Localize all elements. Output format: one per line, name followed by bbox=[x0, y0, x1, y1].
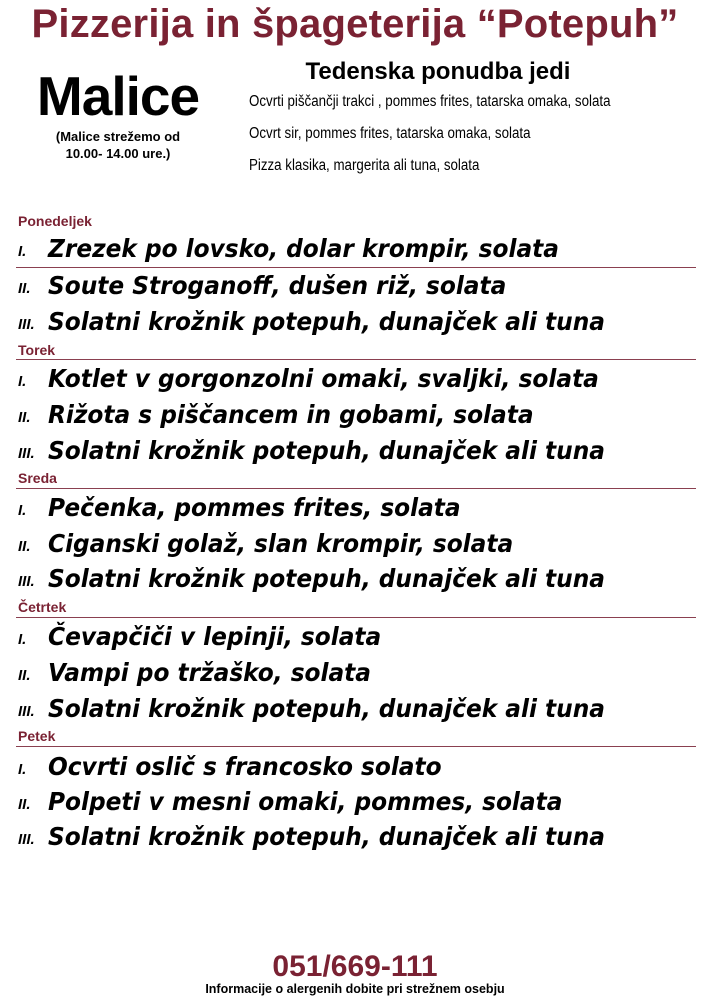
day-divider bbox=[16, 359, 696, 360]
weekly-offer-item: Ocvrti piščančji trakci , pommes frites, tatarska omaka, solata bbox=[249, 93, 611, 110]
dish-text: Solatni krožnik potepuh, dunajček ali tuna bbox=[48, 694, 605, 723]
day-divider bbox=[16, 746, 696, 747]
dish-text: Solatni krožnik potepuh, dunajček ali tuna bbox=[48, 436, 605, 465]
dish-text: Ocvrti oslič s francosko solato bbox=[48, 752, 442, 781]
dish-text: Solatni krožnik potepuh, dunajček ali tuna bbox=[48, 822, 605, 851]
dish-number: III. bbox=[18, 573, 35, 590]
weekly-offer-title: Tedenska ponudba jedi bbox=[305, 58, 571, 85]
dish-text: Zrezek po lovsko, dolar krompir, solata bbox=[48, 234, 559, 263]
dish-text: Polpeti v mesni omaki, pommes, solata bbox=[48, 787, 563, 816]
day-divider bbox=[16, 267, 696, 268]
dish-number: III. bbox=[18, 445, 35, 462]
dish-text: Solatni krožnik potepuh, dunajček ali tuna bbox=[48, 564, 605, 593]
allergen-note: Informacije o alergenih dobite pri strežnem osebju bbox=[205, 982, 505, 996]
dish-number: I. bbox=[18, 631, 27, 648]
day-label-wednesday: Sreda bbox=[18, 470, 57, 486]
dish-number: I. bbox=[18, 502, 27, 519]
dish-text: Vampi po tržaško, solata bbox=[48, 658, 371, 687]
dish-number: II. bbox=[18, 280, 31, 297]
dish-number: III. bbox=[18, 703, 35, 720]
malice-hours-note bbox=[28, 128, 208, 162]
dish-text: Soute Stroganoff, dušen riž, solata bbox=[48, 271, 507, 300]
dish-number: I. bbox=[18, 373, 27, 390]
phone-number: 051/669-111 bbox=[272, 950, 438, 983]
day-divider bbox=[16, 617, 696, 618]
day-label-monday: Ponedeljek bbox=[18, 213, 92, 229]
dish-number: II. bbox=[18, 409, 31, 426]
dish-number: II. bbox=[18, 796, 31, 813]
dish-text: Kotlet v gorgonzolni omaki, svaljki, solata bbox=[48, 364, 599, 393]
restaurant-title: Pizzerija in špageterija “Potepuh” bbox=[31, 2, 679, 46]
dish-number: II. bbox=[18, 667, 31, 684]
dish-text: Pečenka, pommes frites, solata bbox=[48, 493, 461, 522]
dish-number: I. bbox=[18, 761, 27, 778]
day-label-tuesday: Torek bbox=[18, 342, 56, 358]
dish-text: Ciganski golaž, slan krompir, solata bbox=[48, 529, 514, 558]
dish-number: III. bbox=[18, 316, 35, 333]
weekly-offer-item: Ocvrt sir, pommes frites, tatarska omaka, solata bbox=[249, 125, 531, 142]
dish-number: III. bbox=[18, 831, 35, 848]
weekly-offer-item: Pizza klasika, margerita ali tuna, solata bbox=[249, 157, 480, 174]
malice-note-line1: (Malice strežemo od bbox=[55, 129, 181, 144]
day-divider bbox=[16, 488, 696, 489]
day-label-friday: Petek bbox=[18, 728, 56, 744]
dish-number: II. bbox=[18, 538, 31, 555]
day-label-thursday: Četrtek bbox=[18, 599, 67, 615]
dish-text: Solatni krožnik potepuh, dunajček ali tuna bbox=[48, 307, 605, 336]
dish-text: Čevapčiči v lepinji, solata bbox=[48, 622, 382, 651]
dish-text: Rižota s piščancem in gobami, solata bbox=[48, 400, 534, 429]
dish-number: I. bbox=[18, 243, 27, 260]
malice-note-line2: 10.00- 14.00 ure.) bbox=[65, 146, 171, 161]
malice-heading: Malice bbox=[36, 65, 200, 127]
